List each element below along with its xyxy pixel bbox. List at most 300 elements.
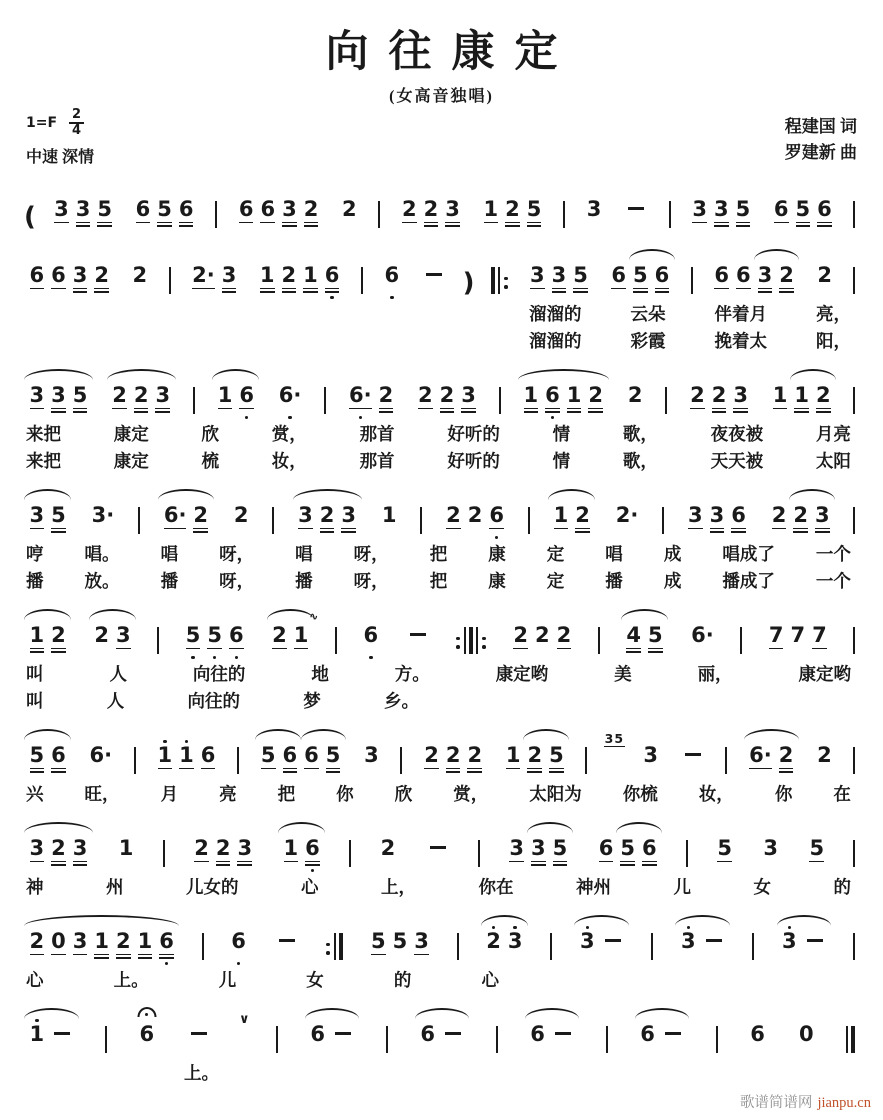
music-system <box>24 1006 859 1086</box>
lyric-word: 的 <box>833 876 851 897</box>
beam-line <box>304 225 319 227</box>
note-group <box>417 247 450 300</box>
octave-dot-below-slot <box>736 295 751 300</box>
octave-dot-below-slot <box>207 655 222 660</box>
note <box>260 259 275 300</box>
beam-lines <box>54 220 69 229</box>
octave-dot-below-slot <box>749 775 772 780</box>
beam-lines <box>527 766 542 775</box>
beam-line <box>461 411 476 413</box>
beam-lines <box>364 646 379 655</box>
note <box>567 379 582 420</box>
lyric-word: 播 <box>160 570 179 591</box>
beam-line <box>692 222 707 224</box>
beam-line <box>97 225 112 227</box>
dash-glyph <box>279 939 295 942</box>
slur <box>415 1008 470 1019</box>
bar-thin <box>563 201 565 228</box>
note <box>506 739 521 780</box>
note-digit: 6 <box>51 262 66 287</box>
note <box>282 193 297 234</box>
music-system <box>24 367 859 474</box>
beam-lines <box>261 766 276 775</box>
note-digit: 5 <box>809 835 825 860</box>
note-digit: 2 <box>817 262 832 287</box>
octave-dot-below-slot <box>51 415 66 420</box>
beam-line <box>282 225 297 227</box>
lyric-word: 情 <box>552 450 571 471</box>
slur <box>107 369 176 380</box>
note-group <box>254 247 345 300</box>
beam-lines <box>30 766 45 775</box>
slur <box>24 369 93 380</box>
dash-note <box>625 193 647 234</box>
beam-line <box>73 954 88 956</box>
beam-line <box>588 408 603 410</box>
octave-dot-below <box>359 416 363 420</box>
beam-lines <box>239 406 254 415</box>
note-group <box>622 367 648 420</box>
note <box>51 379 66 420</box>
beam-lines <box>134 406 149 415</box>
note-digit: 6 <box>714 262 729 287</box>
bar-thin <box>716 1026 718 1053</box>
notes-row <box>24 487 859 540</box>
note-digit: 5 <box>549 742 564 767</box>
dash-note <box>423 259 445 300</box>
octave-dot-below-slot <box>530 295 545 300</box>
beam-lines <box>690 406 705 415</box>
note-digit: 3 <box>414 928 429 953</box>
octave-dot-below <box>330 296 334 300</box>
lyric-word: 赏， <box>271 423 307 444</box>
octave-dot-below-slot <box>364 775 379 780</box>
note-digit: 6 <box>159 928 174 953</box>
lyric-word: 好听的 <box>447 423 500 444</box>
beam-lines <box>194 859 209 868</box>
barline-b <box>751 933 756 966</box>
note-digit: 3 <box>579 928 595 953</box>
beam-line <box>758 288 773 290</box>
note-digit: 3 <box>586 196 602 221</box>
octave-dot-below-slot <box>414 961 429 966</box>
bar-thin <box>420 507 422 534</box>
octave-dot-below-slot <box>112 415 127 420</box>
slur <box>518 369 609 380</box>
repeat-dot <box>504 277 508 281</box>
dash-glyph <box>335 1032 351 1035</box>
note-digit: 2 <box>112 382 127 407</box>
note-digit: 6 <box>545 382 560 407</box>
beam-line <box>239 222 254 224</box>
dash-note <box>276 925 298 966</box>
slur <box>789 489 835 500</box>
lyric-word: 亮， <box>816 303 851 324</box>
slur <box>255 729 300 740</box>
beam-lines <box>326 766 341 775</box>
bar-thin <box>138 507 140 534</box>
beam-lines <box>192 286 215 295</box>
note <box>816 379 831 420</box>
bar-thin <box>361 267 363 294</box>
octave-dot-below-slot <box>796 229 811 234</box>
slur <box>278 822 325 833</box>
note-group <box>366 913 435 966</box>
barline-b <box>191 387 196 420</box>
beam-lines <box>310 1045 325 1054</box>
octave-dot-below-slot <box>552 1054 574 1059</box>
beam-line <box>545 408 560 410</box>
dash-glyph <box>665 1032 681 1035</box>
notes-row <box>24 247 859 300</box>
bar-thin <box>528 507 530 534</box>
barline-b <box>333 627 338 660</box>
slur <box>527 822 573 833</box>
dash-note <box>427 832 449 873</box>
note <box>446 739 461 780</box>
note-digit: 6 <box>239 382 254 407</box>
beam-lines <box>794 406 809 415</box>
beam-lines <box>793 526 808 535</box>
octave-dot-below-slot <box>284 868 299 873</box>
note <box>231 925 246 966</box>
beam-lines <box>51 952 66 961</box>
note-digit: 3 <box>709 502 725 527</box>
bar-thin <box>215 201 217 228</box>
octave-dot-below-slot <box>442 1054 464 1059</box>
octave-dot-below-slot <box>371 961 386 966</box>
octave-dot-below <box>191 656 195 660</box>
barline-b <box>715 1026 720 1059</box>
octave-dot-below-slot <box>468 535 483 540</box>
dash-note <box>682 739 704 780</box>
octave-dot-below-slot <box>272 655 287 660</box>
note <box>714 259 729 300</box>
beam-lines <box>304 220 319 229</box>
note <box>796 193 811 234</box>
octave-dot-below-slot <box>116 961 131 966</box>
barline-b <box>852 387 857 420</box>
note-digit: 6 <box>200 742 216 767</box>
note-digit: 1 <box>259 262 275 287</box>
octave-dot-below-slot <box>557 655 572 660</box>
note <box>320 499 335 540</box>
octave-dot-below-slot <box>164 535 187 540</box>
note <box>382 499 397 540</box>
notes-row <box>24 913 859 966</box>
note-group <box>24 913 179 966</box>
note-digit: 7 <box>790 622 806 647</box>
note-group <box>419 727 488 780</box>
octave-dot-below-slot <box>513 655 528 660</box>
watermark-url: jianpu.cn <box>817 1095 871 1111</box>
lyric-word: 挽着太 <box>714 330 767 351</box>
beam-line <box>779 771 794 773</box>
slur <box>267 609 314 620</box>
beam-line <box>201 768 216 770</box>
note <box>234 499 249 540</box>
beam-lines <box>76 220 91 229</box>
octave-dot-below-slot <box>804 961 826 966</box>
repeat-dot <box>326 943 330 947</box>
bar-thick <box>491 267 496 294</box>
beam-lines <box>773 406 788 415</box>
note-group <box>212 367 259 420</box>
beam-lines <box>815 526 830 535</box>
beam-lines <box>418 406 433 415</box>
note <box>30 739 45 780</box>
beam-line <box>30 288 45 290</box>
barline-b <box>348 840 353 873</box>
slur <box>574 915 629 926</box>
lyricist-credit: 程建国 词 <box>784 116 857 136</box>
beam-lines <box>769 646 784 655</box>
octave-dot-below-slot <box>794 415 809 420</box>
octave-dot-below-slot <box>643 775 658 780</box>
beam-lines <box>393 952 408 961</box>
note-digit: 7 <box>768 622 784 647</box>
note <box>812 619 827 660</box>
note-digit: 1 <box>303 262 318 287</box>
note-group <box>794 1006 820 1059</box>
note <box>736 259 751 300</box>
music-system <box>24 487 859 594</box>
bar-thin <box>853 933 855 960</box>
note-digit: 2 <box>378 382 394 407</box>
beam-lines <box>371 952 386 961</box>
lyric-word: 情 <box>552 423 571 444</box>
beam-lines <box>508 952 523 961</box>
beam-line <box>554 528 569 530</box>
lyric-word: 播 <box>605 570 623 591</box>
barline-b <box>852 840 857 873</box>
octave-dot-below-slot <box>89 775 112 780</box>
dash-note <box>804 925 826 966</box>
beam-line <box>655 291 670 293</box>
note-digit: 1 <box>283 835 299 860</box>
beam-line <box>30 768 45 770</box>
lyric-word: 欣 <box>394 783 413 804</box>
note <box>553 832 568 873</box>
parenthesis: ) <box>462 267 475 298</box>
note-digit: 2 <box>51 835 66 860</box>
octave-dot-below-slot <box>303 295 318 300</box>
octave-dot-below <box>165 962 169 966</box>
note-digit: 6 <box>324 262 340 287</box>
note-digit: 2 <box>467 742 483 767</box>
note <box>272 619 287 660</box>
beam-line <box>710 528 725 530</box>
note-group <box>581 181 607 234</box>
lyric-word: 的 <box>393 969 412 990</box>
octave-dot-below <box>311 869 315 873</box>
beam-line <box>575 531 590 533</box>
note <box>575 499 590 540</box>
lyric-word: 伴着月 <box>714 303 767 324</box>
beam-lines <box>717 859 732 868</box>
beam-line <box>588 411 603 413</box>
note <box>136 193 151 234</box>
beam-line <box>567 408 582 410</box>
beam-line <box>325 288 340 290</box>
octave-dot-below-slot <box>186 655 201 660</box>
beam-line <box>207 648 222 650</box>
dash-glyph <box>605 939 621 942</box>
beam-lines <box>812 646 827 655</box>
octave-dot-below-slot <box>602 961 624 966</box>
note-digit: 3 <box>115 622 131 647</box>
note <box>194 832 209 873</box>
note-digit: 1 <box>381 502 397 527</box>
note-group <box>273 367 307 420</box>
barline-b <box>739 627 744 660</box>
beam-line <box>484 222 499 224</box>
octave-dot-below-slot <box>381 868 396 873</box>
octave-dot-below-slot <box>779 295 794 300</box>
lyric-word: 向往的 <box>192 663 246 684</box>
beam-lines <box>535 646 550 655</box>
note-digit: 3 <box>461 382 476 407</box>
octave-dot-below-slot <box>733 415 748 420</box>
note-group <box>675 913 730 966</box>
note-digit: 1 <box>118 835 134 860</box>
octave-dot-below-slot <box>446 775 461 780</box>
lyric-row <box>24 448 859 474</box>
bar-thin <box>334 933 336 960</box>
beam-lines <box>237 859 252 868</box>
note <box>633 259 648 300</box>
beam-lines <box>688 526 703 535</box>
note-digit <box>188 1023 210 1045</box>
note-digit: 2· <box>192 262 215 287</box>
beam-line <box>272 648 287 650</box>
slur <box>621 609 668 620</box>
octave-dot-below-slot <box>580 961 595 966</box>
octave-dot-below-slot <box>567 415 582 420</box>
repeat-dots <box>326 943 330 955</box>
beam-line <box>260 288 275 290</box>
beam-lines <box>552 286 567 295</box>
dash-note <box>552 1018 574 1059</box>
note-digit: 3· <box>91 502 115 527</box>
octave-dot-below-slot <box>790 655 805 660</box>
bar-thick <box>469 627 474 654</box>
beam-lines <box>51 766 66 775</box>
note-group <box>343 367 398 420</box>
beam-lines <box>552 1045 574 1054</box>
slur <box>635 1008 690 1019</box>
beam-lines <box>30 1045 45 1054</box>
note-digit: 5 <box>633 262 648 287</box>
note-digit: 2 <box>467 502 483 527</box>
beam-lines <box>796 220 811 229</box>
octave-dot-below-slot <box>231 961 246 966</box>
octave-dot-below-slot <box>51 775 66 780</box>
beam-lines <box>573 286 588 295</box>
octave-dot-below-slot <box>51 655 66 660</box>
note <box>628 379 643 420</box>
beam-line <box>648 648 663 650</box>
beam-line <box>626 648 641 650</box>
note-group <box>187 247 242 300</box>
lyric-word: 儿 <box>218 969 237 990</box>
lyric-word: 唱 <box>160 543 179 564</box>
note <box>73 259 88 300</box>
repeat-dots <box>504 277 508 289</box>
lyric-word: 唱。 <box>84 543 120 564</box>
lyric-word: 呀， <box>353 570 389 591</box>
octave-dot-below-slot <box>782 961 797 966</box>
beam-lines <box>51 1045 73 1054</box>
beam-lines <box>94 646 109 655</box>
beam-line <box>779 768 794 770</box>
note-digit: 6· <box>89 742 113 767</box>
octave-dot-below-slot <box>30 1054 45 1059</box>
note-digit: 6· <box>749 742 772 767</box>
dash-glyph <box>555 1032 571 1035</box>
beam-line <box>815 528 830 530</box>
lyric-word: 太阳 <box>815 450 851 471</box>
octave-dot-below-slot <box>364 655 379 660</box>
octave-dot-below-slot <box>51 535 66 540</box>
note <box>793 499 808 540</box>
octave-dot-below-slot <box>445 229 460 234</box>
slur <box>629 249 675 260</box>
beam-line <box>796 225 811 227</box>
note-digit: 6 <box>363 622 379 647</box>
music-system <box>24 247 859 354</box>
beam-lines <box>580 952 595 961</box>
octave-dot-below-slot <box>424 775 439 780</box>
repeat-dot <box>456 645 460 649</box>
beam-line <box>513 648 528 650</box>
beam-lines <box>602 952 624 961</box>
bar-thin <box>846 1026 848 1053</box>
note <box>688 499 703 540</box>
beam-line <box>325 291 340 293</box>
note-digit: 6 <box>489 502 505 527</box>
beam-lines <box>712 406 727 415</box>
note <box>201 739 216 780</box>
lyric-word: 上， <box>381 876 416 897</box>
note <box>54 193 69 234</box>
bar-thin <box>665 387 667 414</box>
barline-b <box>661 507 666 540</box>
beam-line <box>94 288 109 290</box>
note-digit: 3 <box>221 262 237 287</box>
beam-line <box>816 408 831 410</box>
beam-lines <box>816 406 831 415</box>
octave-dot-below-slot <box>628 415 643 420</box>
barline-b <box>526 507 531 540</box>
note-digit: 6 <box>238 196 254 221</box>
dash-glyph <box>54 1032 70 1035</box>
beam-line <box>440 411 455 413</box>
beam-line <box>134 411 149 413</box>
beam-line <box>51 288 66 290</box>
lyric-row <box>24 1060 859 1086</box>
beam-line <box>505 222 520 224</box>
beam-line <box>73 408 88 410</box>
note-digit: 3 <box>507 928 523 953</box>
beam-line <box>772 528 787 530</box>
note <box>282 259 297 300</box>
octave-dot-below-slot <box>758 295 773 300</box>
note <box>51 832 66 873</box>
beam-lines <box>703 952 725 961</box>
slur <box>790 369 836 380</box>
beam-lines <box>272 646 287 655</box>
